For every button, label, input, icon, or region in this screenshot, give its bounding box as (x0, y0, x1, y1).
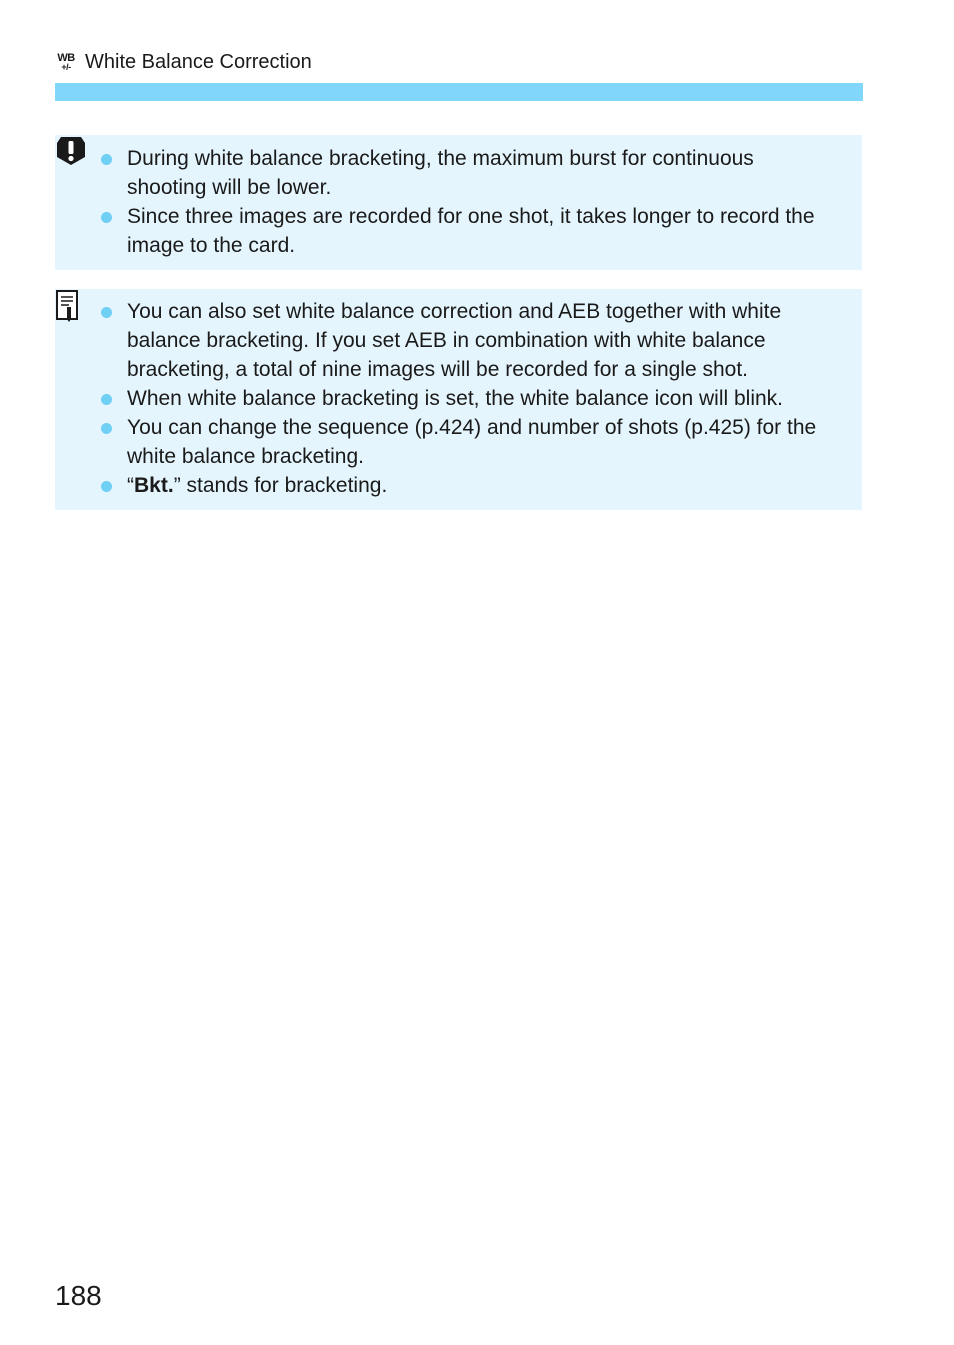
note-list (95, 297, 832, 500)
page-number: 188 (55, 1280, 102, 1311)
white-balance-correction-icon: WB +/- (57, 51, 75, 72)
running-header (55, 48, 312, 76)
caution-item: During white balance bracketing, the maximum burst for continuous shooting will be lower. (95, 144, 832, 202)
note-item: You can also set white balance correction and AEB together with white balance bracketing. If you set AEB in combination with white balance bracketing, a total of nine images will be recorded for a single shot. (95, 297, 832, 384)
caution-list (95, 144, 832, 260)
caution-item: Since three images are recorded for one shot, it takes longer to record the image to the card. (95, 202, 832, 260)
bkt-term: Bkt. (134, 474, 174, 497)
header-title: White Balance Correction (85, 50, 312, 73)
header-rule (55, 83, 863, 101)
note-icon (55, 289, 81, 323)
note-item: You can change the sequence (p.424) and number of shots (p.425) for the white balance bracketing. (95, 413, 832, 471)
caution-box (55, 135, 862, 270)
note-item: When white balance bracketing is set, the white balance icon will blink. (95, 384, 832, 413)
caution-icon (55, 135, 87, 167)
note-item: “Bkt.” stands for bracketing. (95, 471, 832, 500)
note-box (55, 289, 862, 510)
